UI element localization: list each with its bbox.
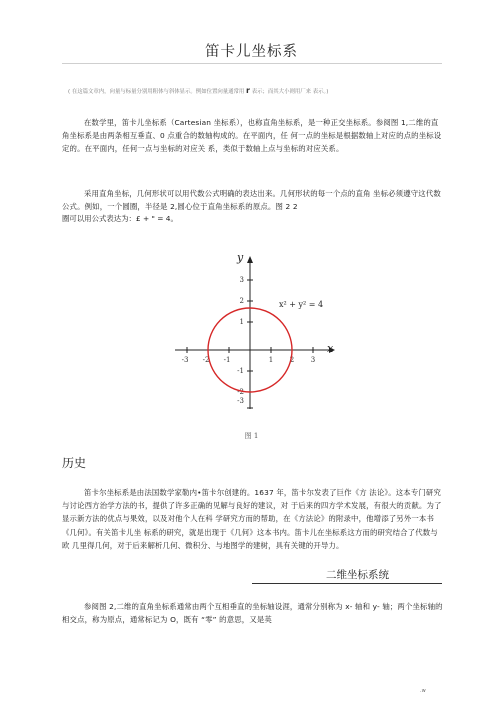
y-tick-labels (237, 276, 244, 405)
section-heading-history: 历史 (62, 456, 87, 470)
x-tick-label: 3 (310, 356, 316, 364)
intro-paragraph: 在数学里，笛卡儿坐标系（Cartesian 坐标系），也称直角坐标系，是一种正交坐标系。参阅图 1,二维的直角坐标系是由两条相互垂直、0 点重合的数轴构成的。在平面内，任 何一点的坐标是根据数轴上对应的点的坐标设定的。在平面内，任何一点与坐标的对应关 系，类似于数轴上点与坐标的对应关系。 (62, 118, 442, 154)
subheading-rule (252, 583, 442, 584)
x-tick-labels (182, 356, 316, 364)
x-tick-label: -1 (223, 356, 231, 364)
note-tail: 表示；而其大小则用厂来 表示。) (251, 89, 329, 95)
x-tick-label: -2 (202, 356, 210, 364)
formula-paragraph-end: 圈可以用公式表达为：£ + " = 4。 (62, 214, 178, 223)
y-axis-arrow (247, 256, 253, 263)
formula-paragraph: 采用直角坐标，几何形状可以用代数公式明确的表达出来。几何形状的每一个点的直角 坐标必须遵守这代数公式。例如，一个圆圈，半径是 2,圆心位于直角坐标系的原点。图 2 2 (62, 189, 441, 212)
y-tick-label: 3 (239, 276, 244, 284)
history-paragraph: 笛卡尔坐标系是由法国数学家勒内•笛卡尔创建的。1637 年，笛卡尔发表了巨作《方 法论》。这本专门研究与讨论西方治学方法的书，提供了许多正确的见解与良好的建议，对 于后来的四方学术发展，有很大的贡献。为了显示新方法的优点与果效，以及对他个人在科 学研究方而的帮助，在《方法论》的附录中，他增添了另外一本书《几何》。有关笛卡儿坐 标系的研究，就是出现于《几何》这本书内。笛卡儿在坐标系这方而的研究结合了代数与欧 几里得几何，对于后来解析几何、微积分、与地图学的建树，具有关键的开导力。 (62, 488, 442, 550)
x-tick-label: -3 (181, 356, 189, 364)
notation-note (68, 86, 448, 95)
page-footer: .w (420, 688, 426, 694)
title-divider (62, 63, 442, 64)
x-tick-label: 2 (289, 356, 295, 364)
section-heading-2d: 二维坐标系统 (326, 569, 389, 581)
y-axis-label: y (237, 251, 244, 264)
y-tick-label: 1 (239, 318, 244, 326)
x-tick-label: 1 (268, 356, 274, 364)
page-title: 笛卡儿坐标系 (205, 44, 298, 60)
note-text: ( 在这篇文章内，向量与标量分别用粗体与斜体显示。例如位置向量通常用 (68, 89, 245, 95)
circle-equation: x² + y² = 4 (279, 300, 324, 309)
y-tick-label: -1 (237, 367, 244, 375)
note-bold-symbol: r (246, 86, 250, 95)
y-tick-label: 2 (239, 297, 244, 305)
2d-paragraph: 参阅图 2,二维的直角坐标系通常由两个互相垂直的坐标轴设涯，通常分别称为 x- 轴和 y- 轴；两个坐标轴的相交点，称为原点，通常标记为 O，既有 “零” 的意思，又是英 (62, 602, 443, 625)
x-axis-label: x (327, 342, 334, 355)
coordinate-figure (167, 251, 343, 419)
figure-caption: 图 1 (244, 432, 259, 440)
y-tick-label: -3 (237, 397, 244, 405)
y-tick-label: -2 (237, 388, 244, 396)
